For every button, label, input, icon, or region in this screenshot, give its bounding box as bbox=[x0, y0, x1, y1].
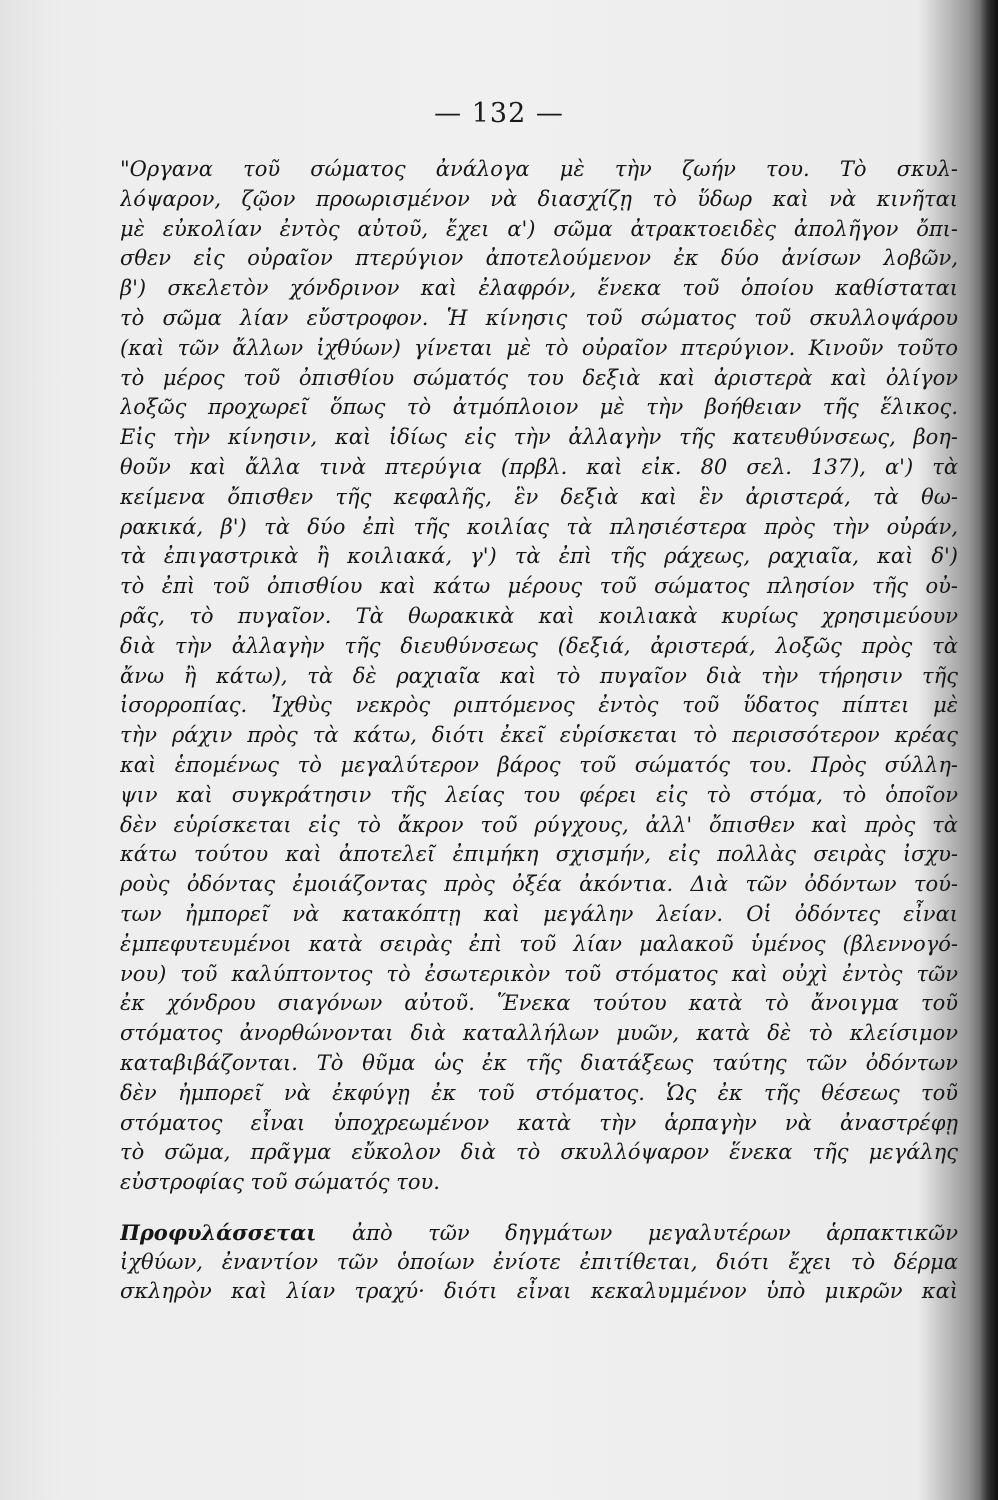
text-line: διὰ τὴν ἀλλαγὴν τῆς διευθύνσεως (δεξιά, ἀριστερά, λοξῶς πρὸς τὰ bbox=[120, 633, 958, 658]
paragraph-2 bbox=[120, 1218, 958, 1307]
text-line: στόματος εἶναι ὑποχρεωμένον κατὰ τὴν ἁρπαγὴν νὰ ἀναστρέφῃ bbox=[120, 1110, 958, 1135]
text-line: τὸ σῶμα, πρᾶγμα εὔκολον διὰ τὸ σκυλλόψαρον ἕνεκα τῆς μεγάλης bbox=[120, 1140, 958, 1165]
text-line: ἄνω ἢ κάτω), τὰ δὲ ραχιαῖα καὶ τὸ πυγαῖον διὰ τὴν τήρησιν τῆς bbox=[120, 663, 958, 688]
text-line: των ἠμπορεῖ νὰ κατακόπτῃ καὶ μεγάλην λείαν. Οἱ ὀδόντες εἶναι bbox=[120, 901, 958, 926]
text-line: δὲν εὑρίσκεται εἰς τὸ ἄκρον τοῦ ρύγχους, ἀλλ' ὄπισθεν καὶ πρὸς τὰ bbox=[120, 812, 958, 837]
text-line: λοξῶς προχωρεῖ ὅπως τὸ ἀτμόπλοιον μὲ τὴν βοήθειαν τῆς ἕλικος. bbox=[120, 395, 958, 420]
body-text bbox=[120, 155, 958, 1307]
text-line: β') σκελετὸν χόνδρινον καὶ ἐλαφρόν, ἕνεκα τοῦ ὁποίου καθίσταται bbox=[120, 276, 958, 301]
text-line: τὸ ἐπὶ τοῦ ὀπισθίου καὶ κάτω μέρους τοῦ σώματος πλησίον τῆς οὐ- bbox=[120, 574, 958, 599]
paragraph-gap bbox=[120, 1198, 958, 1218]
text-line: ψιν καὶ συγκράτησιν τῆς λείας του φέρει εἰς τὸ στόμα, τὸ ὁποῖον bbox=[120, 782, 958, 807]
text-line: εὐστροφίας τοῦ σώματός του. bbox=[120, 1170, 440, 1195]
text-line: ἰχθύων, ἐναντίον τῶν ὁποίων ἐνίοτε ἐπιτίθεται, διότι ἔχει τὸ δέρμα bbox=[120, 1249, 958, 1274]
text-line: καταβιβάζονται. Τὸ θῦμα ὡς ἐκ τῆς διατάξεως ταύτης τῶν ὀδόντων bbox=[120, 1050, 958, 1075]
text-line: τὴν ράχιν πρὸς τὰ κάτω, διότι ἐκεῖ εὑρίσκεται τὸ περισσότερον κρέας bbox=[120, 723, 958, 748]
paragraph-1 bbox=[120, 155, 958, 1198]
text-line: κείμενα ὄπισθεν τῆς κεφαλῆς, ἓν δεξιὰ καὶ ἓν ἀριστερά, τὰ θω- bbox=[120, 484, 958, 509]
text-line: θοῦν καὶ ἄλλα τινὰ πτερύγια (πρβλ. καὶ εἰκ. 80 σελ. 137), α') τὰ bbox=[120, 454, 958, 479]
text-line: τὸ μέρος τοῦ ὀπισθίου σώματός του δεξιὰ καὶ ἀριστερὰ καὶ ὀλίγον bbox=[120, 365, 958, 390]
text-line: σθεν εἰς οὐραῖον πτερύγιον ἀποτελούμενον ἐκ δύο ἀνίσων λοβῶν, bbox=[120, 246, 958, 271]
text-line: ἰσορροπίας. Ἰχθὺς νεκρὸς ριπτόμενος ἐντὸς τοῦ ὕδατος πίπτει μὲ bbox=[120, 693, 958, 718]
text-line: νου) τοῦ καλύπτοντος τὸ ἐσωτερικὸν τοῦ στόματος καὶ οὐχὶ ἐντὸς τῶν bbox=[120, 961, 958, 986]
text-line bbox=[120, 1218, 958, 1248]
text-line: "Οργανα τοῦ σώματος ἀνάλογα μὲ τὴν ζωήν του. Τὸ σκυλ- bbox=[120, 157, 958, 181]
text-line: καὶ ἑπομένως τὸ μεγαλύτερον βάρος τοῦ σώματός του. Πρὸς σύλλη- bbox=[120, 752, 958, 777]
text-line: (καὶ τῶν ἄλλων ἰχθύων) γίνεται μὲ τὸ οὐραῖον πτερύγιον. Κινοῦν τοῦτο bbox=[120, 335, 958, 360]
text-line: κάτω τούτου καὶ ἀποτελεῖ ἐπιμήκη σχισμήν, εἰς πολλὰς σειρὰς ἰσχυ- bbox=[120, 842, 958, 867]
text-line: ρᾶς, τὸ πυγαῖον. Τὰ θωρακικὰ καὶ κοιλιακὰ κυρίως χρησιμεύουν bbox=[120, 603, 958, 628]
text-line: τὰ ἐπιγαστρικὰ ἢ κοιλιακά, γ') τὰ ἐπὶ τῆς ράχεως, ραχιαῖα, καὶ δ') bbox=[120, 544, 958, 569]
text-line: ρακικά, β') τὰ δύο ἐπὶ τῆς κοιλίας τὰ πλησιέστερα πρὸς τὴν οὐράν, bbox=[120, 514, 958, 539]
text-line: δὲν ἠμπορεῖ νὰ ἐκφύγῃ ἐκ τοῦ στόματος. Ὡς ἐκ τῆς θέσεως τοῦ bbox=[120, 1080, 958, 1105]
text-line: τὸ σῶμα λίαν εὔστροφον. Ἡ κίνησις τοῦ σώματος τοῦ σκυλλοψάρου bbox=[120, 305, 958, 330]
text-line: Εἰς τὴν κίνησιν, καὶ ἰδίως εἰς τὴν ἀλλαγὴν τῆς κατευθύνσεως, βοη- bbox=[120, 425, 958, 450]
text-line: σκληρὸν καὶ λίαν τραχύ· διότι εἶναι κεκαλυμμένον ὑπὸ μικρῶν καὶ bbox=[120, 1279, 958, 1304]
text-line: μὲ εὐκολίαν ἐντὸς αὐτοῦ, ἔχει α') σῶμα ἀτρακτοειδὲς ἀπολῆγον ὄπι- bbox=[120, 216, 958, 241]
text-line: ἐκ χόνδρου σιαγόνων αὐτοῦ. Ἕνεκα τούτου κατὰ τὸ ἄνοιγμα τοῦ bbox=[120, 991, 958, 1016]
page-number: — 132 — bbox=[434, 98, 564, 129]
paragraph-lead-word: Προφυλάσσεται bbox=[120, 1219, 317, 1245]
text-line: ἐμπεφυτευμένοι κατὰ σειρὰς ἐπὶ τοῦ λίαν μαλακοῦ ὑμένος (βλεννογό- bbox=[120, 931, 958, 956]
binding-shadow bbox=[980, 0, 998, 1500]
text-line: ροὺς ὀδόντας ἐμοιάζοντας πρὸς ὀξέα ἀκόντια. Διὰ τῶν ὀδόντων τού- bbox=[120, 872, 958, 897]
text-line-rest: ἀπὸ τῶν δηγμάτων μεγαλυτέρων ἁρπακτικῶν bbox=[352, 1220, 958, 1245]
text-line: στόματος ἀνορθώνονται διὰ καταλλήλων μυῶν, κατὰ δὲ τὸ κλείσιμον bbox=[120, 1021, 958, 1046]
text-line: λόψαρον, ζῷον προωρισμένον νὰ διασχίζῃ τὸ ὕδωρ καὶ νὰ κινῆται bbox=[120, 186, 958, 211]
